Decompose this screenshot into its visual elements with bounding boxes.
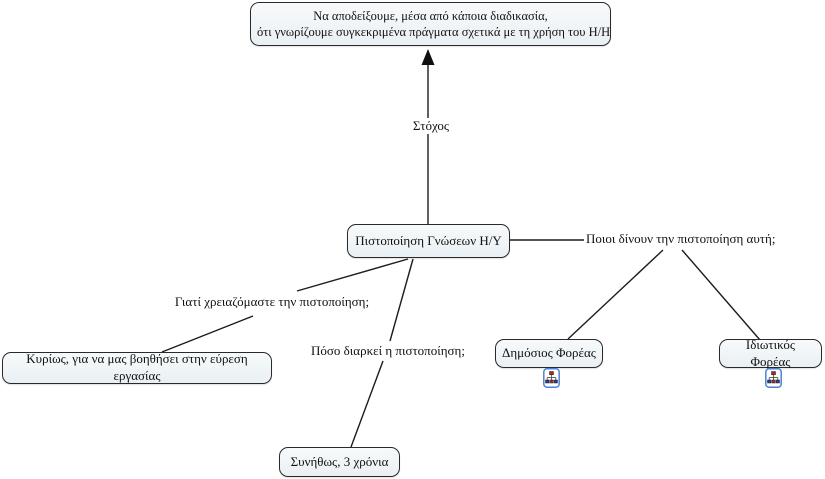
- node-private-body[interactable]: [719, 336, 822, 369]
- node-public-body-label: Δημόσιος Φορέας: [502, 345, 596, 361]
- node-reason-label: Κυρίως, για να μας βοηθήσει στην εύρεση εργασίας: [26, 351, 248, 383]
- link-label-why[interactable]: Γιατί χρειαζόμαστε την πιστοποίηση;: [170, 294, 374, 310]
- node-goal-line1: Να αποδείξουμε, μέσα από κάποια διαδικασία,: [313, 8, 548, 23]
- link-label-duration[interactable]: Πόσο διαρκεί η πιστοποίηση;: [291, 343, 485, 359]
- node-public-body[interactable]: [495, 339, 603, 368]
- org-chart-icon[interactable]: [765, 368, 782, 388]
- node-main-label: Πιστοποίηση Γνώσεων Η/Υ: [355, 232, 502, 248]
- link-label-goal[interactable]: Στόχος: [399, 118, 463, 134]
- link-label-who[interactable]: Ποιοι δίνουν την πιστοποίηση αυτή;: [586, 231, 776, 246]
- node-private-body-label: Ιδιωτικός Φορέας: [745, 336, 796, 369]
- node-duration-label: Συνήθως, 3 χρόνια: [290, 453, 389, 469]
- node-main[interactable]: [347, 224, 510, 258]
- node-goal[interactable]: [250, 2, 611, 46]
- org-chart-icon[interactable]: [543, 368, 560, 388]
- arrowhead-icon: [422, 49, 435, 65]
- node-duration[interactable]: [279, 447, 400, 477]
- node-reason[interactable]: [2, 352, 272, 384]
- node-goal-line2: ότι γνωρίζουμε συγκεκριμένα πράγματα σχετικά με τη χρήση του Η/Η: [257, 25, 611, 39]
